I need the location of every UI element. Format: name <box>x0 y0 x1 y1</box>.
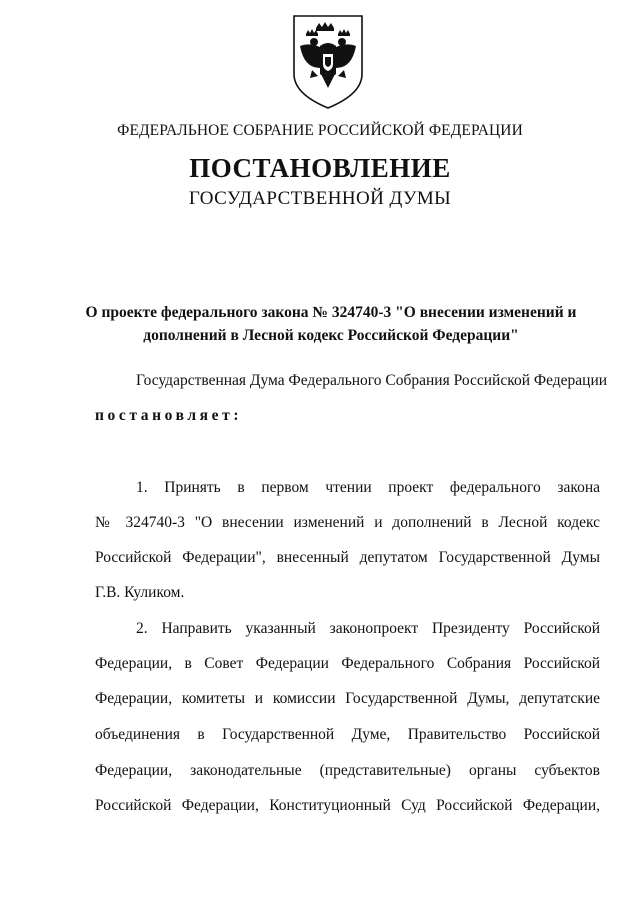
organization-name: ФЕДЕРАЛЬНОЕ СОБРАНИЕ РОССИЙСКОЙ ФЕДЕРАЦИИ <box>117 122 523 139</box>
document-issuer: ГОСУДАРСТВЕННОЙ ДУМЫ <box>188 188 452 209</box>
paragraph-line: Федерации, в Совет Федерации Федерального Собрания Российской <box>95 655 600 672</box>
paragraph-line: 2. Направить указанный законопроект Президенту Российской <box>136 620 600 637</box>
subject-line: дополнений в Лесной кодекс Российской Федерации" <box>143 327 519 344</box>
double-headed-eagle-icon <box>290 12 366 112</box>
decree-word: постановляет: <box>95 407 243 424</box>
paragraph-line: 1. Принять в первом чтении проект федерального закона <box>136 479 600 496</box>
document-type: ПОСТАНОВЛЕНИЕ <box>189 153 451 183</box>
preamble: Государственная Дума Федерального Собрания Российской Федерации <box>136 372 608 389</box>
document-subject <box>60 301 602 347</box>
paragraph-line: Российской Федерации, Конституционный Суд Российской Федерации, <box>95 797 600 814</box>
paragraph-line: Федерации, законодательные (представительные) органы субъектов <box>95 762 600 779</box>
subject-line: О проекте федерального закона № 324740-3 "О внесении изменений и <box>85 304 577 321</box>
paragraph-line: № 324740-3 "О внесении изменений и дополнений в Лесной кодекс <box>95 514 600 531</box>
paragraph-line: объединения в Государственной Думе, Правительство Российской <box>95 726 600 743</box>
paragraph-line: Российской Федерации", внесенный депутатом Государственной Думы <box>95 549 600 566</box>
paragraph-line: Федерации, комитеты и комиссии Государственной Думы, депутатские <box>95 690 600 707</box>
paragraph-line: Г.В. Куликом. <box>95 584 185 601</box>
